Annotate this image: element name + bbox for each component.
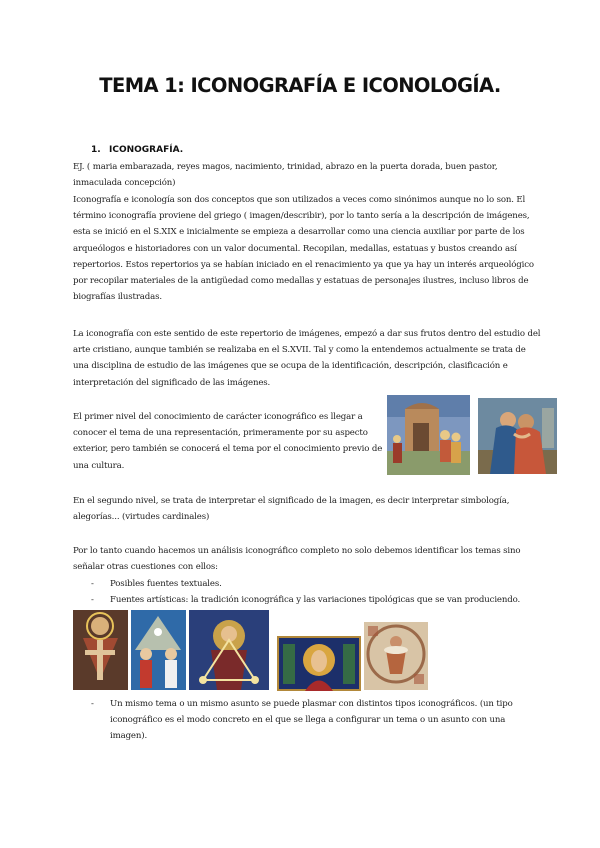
list-marker: - <box>91 699 94 709</box>
second-level-paragraph: En el segundo nivel, se trata de interpretar el significado de la imagen, es decir interpretar simbología, alegorías... (virtudes cardinales) <box>73 496 510 523</box>
closing-list <box>73 696 543 745</box>
christ-pantocrator-image <box>277 636 361 691</box>
list-item: - Un mismo tema o un mismo asunto se puede plasmar con distintos tipos iconográficos. (un tipo iconográfico es el modo concreto en el que se llega a configurar un tema o un asunto con una imagen). <box>73 696 543 745</box>
examples-paragraph: EJ. ( maria embarazada, reyes magos, nacimiento, trinidad, abrazo en la puerta dorada, buen pastor, inmaculada concepción) <box>73 162 498 189</box>
section-label: ICONOGRAFÍA. <box>109 145 184 155</box>
list-item: - Posibles fuentes textuales. <box>73 576 553 592</box>
section-heading <box>91 145 183 155</box>
analysis-paragraph: Por lo tanto cuando hacemos un análisis iconográfico completo no solo debemos identificar los temas sino señalar otras cuestiones con ellos: <box>73 546 521 573</box>
trinity-image-2 <box>131 610 186 690</box>
first-level-paragraph: El primer nivel del conocimiento de carácter iconográfico es llegar a conocer el tema de una representación, primeramente por su aspecto exterior, pero también se conocerá el tema por el conocimiento previo de una cultura. <box>73 412 383 471</box>
christian-art-paragraph: La iconografía con este sentido de este repertorio de imágenes, empezó a dar sus frutos dentro del estudio del arte cristiano, aunque también se realizaba en el S.XVII. Tal y como la entendemos actualmente se trata de una disciplina de estudio de las imágenes que se ocupa de la identificación, descripción, clasificación e interpretación del significado de las imágenes. <box>73 329 541 388</box>
golden-gate-fresco-image <box>387 395 470 475</box>
embrace-fresco-image <box>478 398 557 474</box>
list-item: - Fuentes artísticas: la tradición iconográfica y las variaciones tipológicas que se van produciendo. <box>73 592 553 608</box>
list-marker: - <box>91 579 94 589</box>
trinity-image-3 <box>189 610 269 690</box>
good-shepherd-mosaic-image <box>364 622 428 690</box>
list-marker: - <box>91 595 94 606</box>
section-number: 1. <box>91 145 101 155</box>
trinity-image-1 <box>73 610 128 690</box>
sources-list <box>73 576 553 608</box>
page-title: TEMA 1: ICONOGRAFÍA E ICONOLOGÍA. <box>99 74 501 97</box>
intro-paragraph: Iconografía e iconología son dos conceptos que son utilizados a veces como sinónimos aunque no lo son. El término iconografía proviene del griego ( imagen/describir), por lo tanto sería a la descripción de imágenes, esta se inició en el S.XIX e inicialmente se empieza a desarrollar como una ciencia auxiliar por parte de los arqueólogos e historiadores con un valor documental. Recopilan, medallas, estatuas y bustos creando así repertorios. Estos repertorios ya se habían iniciado en el renacimiento ya que ya hay un interés arqueológico por recopilar materiales de la antigüedad como medallas y estatuas de personajes ilustres, incluso libros de biografías ilustradas. <box>73 195 534 303</box>
